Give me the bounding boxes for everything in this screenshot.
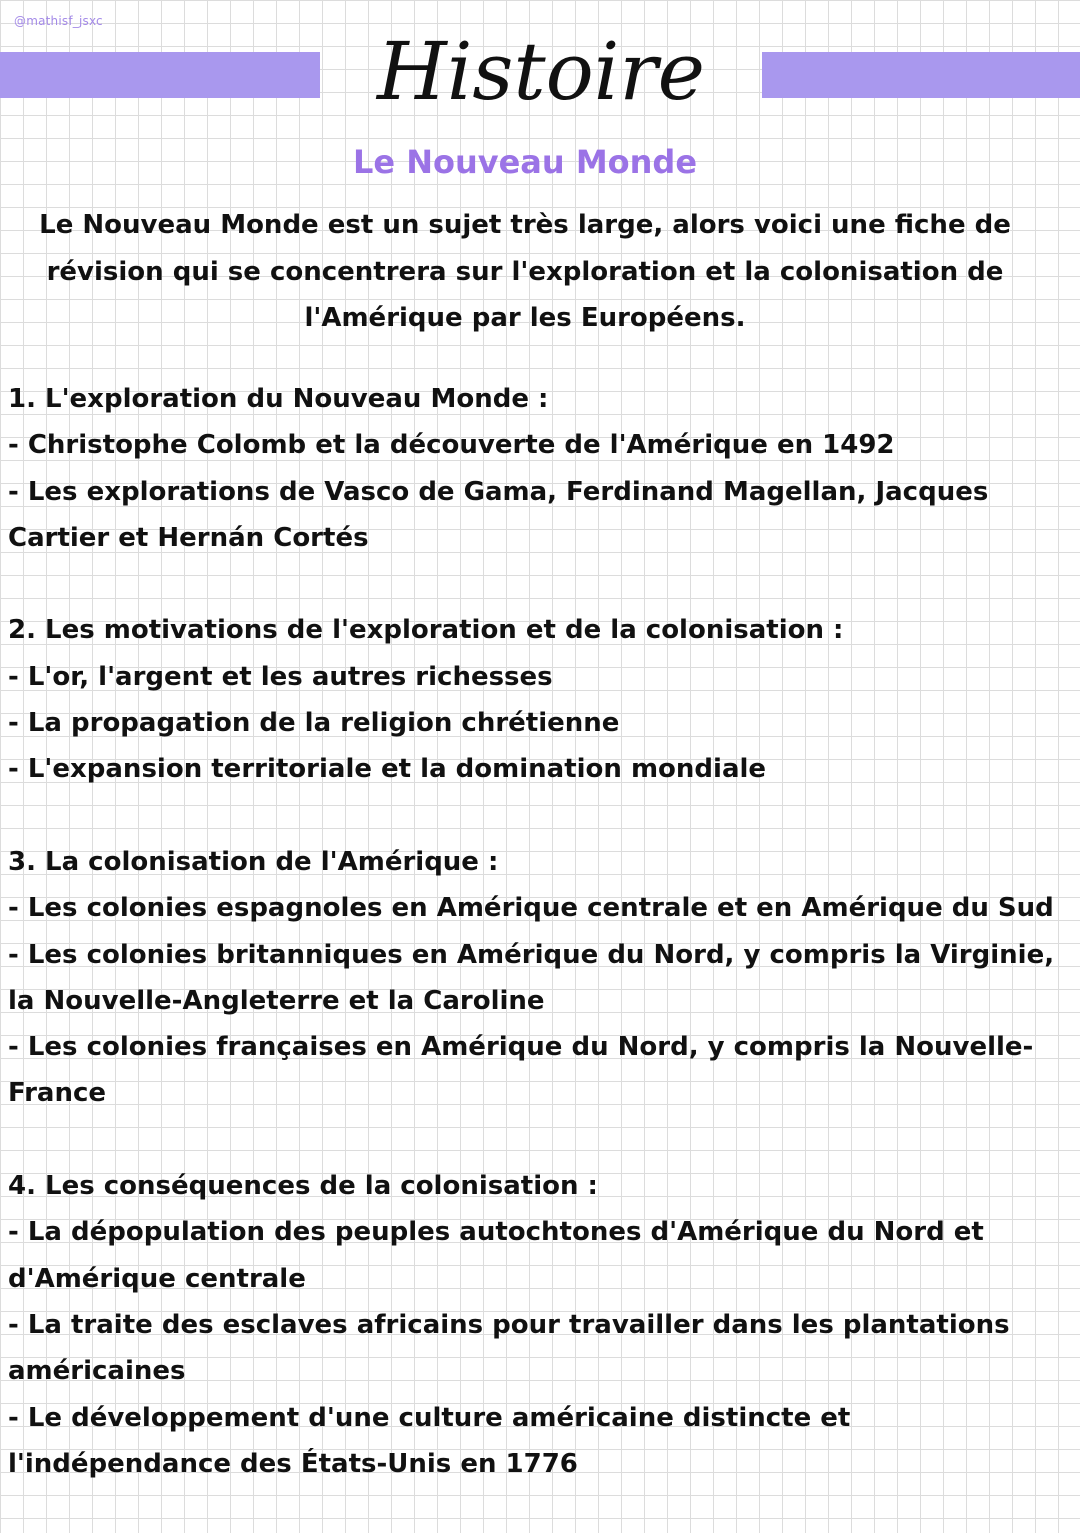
list-item: - L'or, l'argent et les autres richesses [8,661,553,692]
page-title: Histoire [377,25,705,118]
list-item: - Le développement d'une culture américaine distincte et l'indépendance des États-Unis en 1776 [8,1402,851,1479]
list-item: - La traite des esclaves africains pour travailler dans les plantations américaines [8,1309,1010,1387]
list-item: - Les explorations de Vasco de Gama, Ferdinand Magellan, Jacques Cartier et Hernán Cortés [8,476,989,553]
list-item: - Christophe Colomb et la découverte de l'Amérique en 1492 [8,430,895,461]
list-item: - Les colonies françaises en Amérique du Nord, y compris la Nouvelle-France [8,1032,1034,1109]
section-heading: 1. L'exploration du Nouveau Monde : [8,384,549,414]
list-item: - La propagation de la religion chrétienne [8,708,620,739]
section-heading: 4. Les conséquences de la colonisation : [8,1171,598,1202]
section-motivations [8,607,1072,792]
intro-paragraph: Le Nouveau Monde est un sujet très large, alors voici une fiche de révision qui se concentrera sur l'exploration et la colonisation de l'Amérique par les Européens. [39,210,1011,333]
title-accent-bar-right [762,52,1080,98]
section-consequences [8,1163,1072,1487]
title-accent-bar-left [0,52,320,98]
section-heading: 3. La colonisation de l'Amérique : [8,846,499,877]
section-exploration [8,376,1072,561]
section-heading: 2. Les motivations de l'exploration et de la colonisation : [8,615,844,646]
author-watermark: @mathisf_jsxc [14,14,103,28]
list-item: - Les colonies britanniques en Amérique du Nord, y compris la Virginie, la Nouvelle-Angleterre et la Caroline [8,939,1055,1016]
list-item: - La dépopulation des peuples autochtones d'Amérique du Nord et d'Amérique centrale [8,1217,984,1294]
section-colonisation [8,839,1072,1117]
list-item: - Les colonies espagnoles en Amérique centrale et en Amérique du Sud [8,893,1054,924]
list-item: - L'expansion territoriale et la domination mondiale [8,754,767,785]
page-subtitle: Le Nouveau Monde [352,143,698,181]
revision-content [8,376,1072,1487]
